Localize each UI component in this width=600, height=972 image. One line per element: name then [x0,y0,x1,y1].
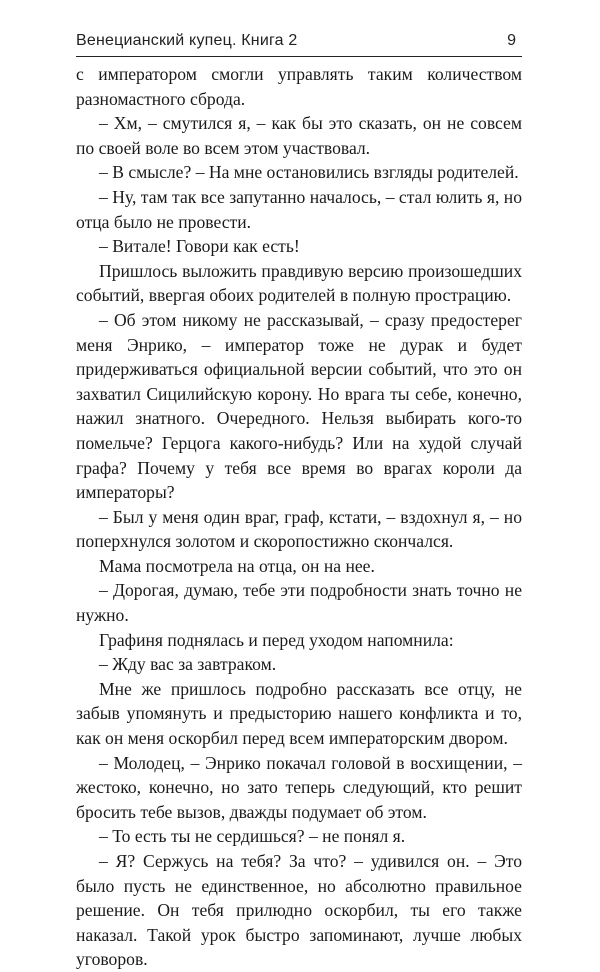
paragraph: Мама посмотрела на отца, он на нее. [99,555,375,576]
body-text [76,62,522,972]
paragraph: – Я? Сержусь на тебя? За что? – удивился он. – Это было пусть не единственное, но абсолютно правильное решение. Он тебя прилюдно оскорбил, ты его также наказал. Такой урок быстро запоминают, лучше любых уговоров. [76,851,522,970]
paragraph: – Об этом никому не рассказывай, – сразу предостерег меня Энрико, – император тоже не дурак и будет придерживаться официальной версии событий, что это он захватил Сицилийскую корону. Но врага ты себе, конечно, нажил знатного. Очередного. Нельзя выбирать кого-то помельче? Герцога какого-нибудь? Или на худой случай графа? Почему у тебя все время во врагах короли да императоры? [76,309,522,503]
paragraph: – Хм, – смутился я, – как бы это сказать, он не совсем по своей воле во всем этом участвовал. [76,113,522,158]
paragraph: Графиня поднялась и перед уходом напомнила: [99,629,454,650]
paragraph: Пришлось выложить правдивую версию произошедших событий, ввергая обоих родителей в полную прострацию. [76,260,522,306]
paragraph: с императором смогли управлять таким количеством разномастного сброда. [76,64,522,109]
paragraph: – В смысле? – На мне остановились взгляды родителей. [99,162,519,183]
paragraph: – Ну, там так все запутанно началось, – стал юлить я, но отца было не провести. [76,186,522,232]
paragraph: – Жду вас за завтраком. [99,654,277,675]
paragraph: – Был у меня один враг, граф, кстати, – вздохнул я, – но поперхнулся золотом и скоропостижно скончался. [76,506,522,552]
paragraph: – То есть ты не сердишься? – не понял я. [99,826,406,847]
paragraph: – Дорогая, думаю, тебе эти подробности знать точно не нужно. [76,580,522,626]
paragraph: – Витале! Говори как есть! [99,236,300,257]
book-title: Венецианский купец. Книга 2 [76,32,298,49]
running-header [76,26,522,57]
page-number: 9 [507,32,516,49]
paragraph: Мне же пришлось подробно рассказать все отцу, не забыв упомянуть и предысторию нашего конфликта и то, как он меня оскорбил перед всем императорским двором. [76,678,522,749]
paragraph: – Молодец, – Энрико покачал головой в восхищении, – жестоко, конечно, но зато теперь следующий, кто решит бросить тебе вызов, дважды подумает об этом. [76,752,522,822]
